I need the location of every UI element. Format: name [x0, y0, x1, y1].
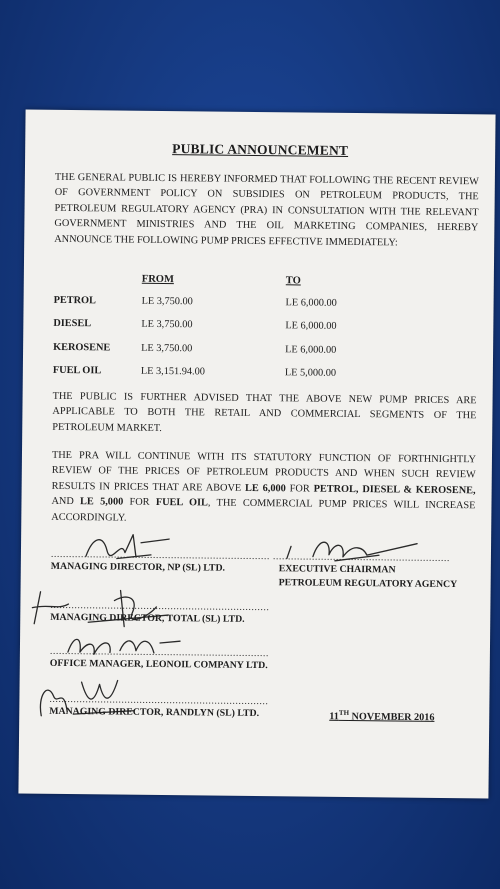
- intro-paragraph: THE GENERAL PUBLIC IS HEREBY INFORMED THAT FOLLOWING THE RECENT REVIEW OF GOVERNMENT POLICY ON SUBSIDIES ON PETROLEUM PRODUCTS, THE PETROLEUM REGULATORY AGENCY (PRA) IN CONSULTATION WITH THE RELEVANT GOVERNMENT MINISTRIES AND THE OIL MARKETING COMPANIES, HEREBY ANNOUNCE THE FOLLOWING PUMP PRICES EFFECTIVE IMMEDIATELY:: [54, 171, 479, 249]
- column-header-from: FROM: [141, 273, 174, 286]
- product-name: DIESEL: [53, 317, 92, 330]
- signature-line: .........................................................................: [49, 693, 269, 708]
- announcement-sheet: [18, 110, 495, 799]
- price-row: [53, 365, 473, 389]
- signatory-np: MANAGING DIRECTOR, NP (SL) LTD.: [50, 560, 226, 574]
- price-row: [53, 342, 473, 366]
- signature-line: .........................................................................: [49, 645, 269, 660]
- review-text: AND: [51, 496, 81, 508]
- review-fuel-oil: FUEL OIL: [155, 497, 208, 509]
- review-text: THE PRA WILL CONTINUE WITH ITS STATUTORY FUNCTION OF FORTHNIGHTLY REVIEW OF THE PRICES OF PETROLEUM PRODUCTS AND WHEN SUCH REVIEW RESULTS IN PRICES THAT ARE ABOVE: [51, 449, 477, 494]
- product-name: FUEL OIL: [52, 364, 102, 377]
- document-title: PUBLIC ANNOUNCEMENT: [172, 141, 349, 158]
- review-text: FOR: [285, 483, 314, 495]
- signatory-leonoil: OFFICE MANAGER, LEONOIL COMPANY LTD.: [49, 657, 268, 672]
- price-from: LE 3,151.94.00: [140, 365, 205, 378]
- signature-line: .........................................................................: [50, 599, 270, 614]
- signature-line: .........................................................................: [50, 548, 270, 563]
- document-date: [329, 709, 434, 723]
- review-threshold-fuel-oil: LE 5,000: [80, 496, 124, 508]
- review-threshold-petrol: LE 6,000: [245, 482, 286, 495]
- review-paragraph: [51, 448, 476, 529]
- signatory-executive-chairman: EXECUTIVE CHAIRMAN: [278, 563, 396, 576]
- date-suffix: TH: [338, 708, 350, 717]
- signatory-total: MANAGING DIRECTOR, TOTAL (SL) LTD.: [50, 611, 245, 625]
- price-row: [53, 318, 473, 342]
- signature-line: ...........................................................: [272, 551, 450, 565]
- product-name: PETROL: [53, 294, 96, 307]
- price-to: LE 6,000.00: [285, 344, 337, 356]
- review-text: FOR: [123, 496, 156, 509]
- price-from: LE 3,750.00: [141, 342, 193, 355]
- signatory-randlyn: MANAGING DIRECTOR, RANDLYN (SL) LTD.: [49, 705, 260, 720]
- price-from: LE 3,750.00: [141, 318, 193, 331]
- retail-commercial-paragraph: THE PUBLIC IS FURTHER ADVISED THAT THE ABOVE NEW PUMP PRICES ARE APPLICABLE TO BOTH THE RETAIL AND COMMERCIAL SEGMENTS OF THE PETROLEUM MARKET.: [52, 390, 477, 434]
- review-products: PETROL, DIESEL & KEROSENE,: [313, 483, 476, 497]
- date-month-year: NOVEMBER 2016: [348, 711, 435, 724]
- signatory-organization: PETROLEUM REGULATORY AGENCY: [278, 577, 458, 591]
- price-row: [53, 295, 473, 319]
- product-name: KEROSENE: [53, 341, 111, 354]
- review-text: , THE COMMERCIAL PUMP PRICES WILL INCREASE ACCORDINGLY.: [51, 497, 476, 524]
- price-from: LE 3,750.00: [141, 295, 193, 308]
- date-day: 11: [329, 711, 339, 723]
- price-to: LE 5,000.00: [284, 367, 337, 379]
- column-header-to: TO: [285, 275, 301, 287]
- price-to: LE 6,000.00: [285, 297, 337, 309]
- price-to: LE 6,000.00: [285, 320, 337, 332]
